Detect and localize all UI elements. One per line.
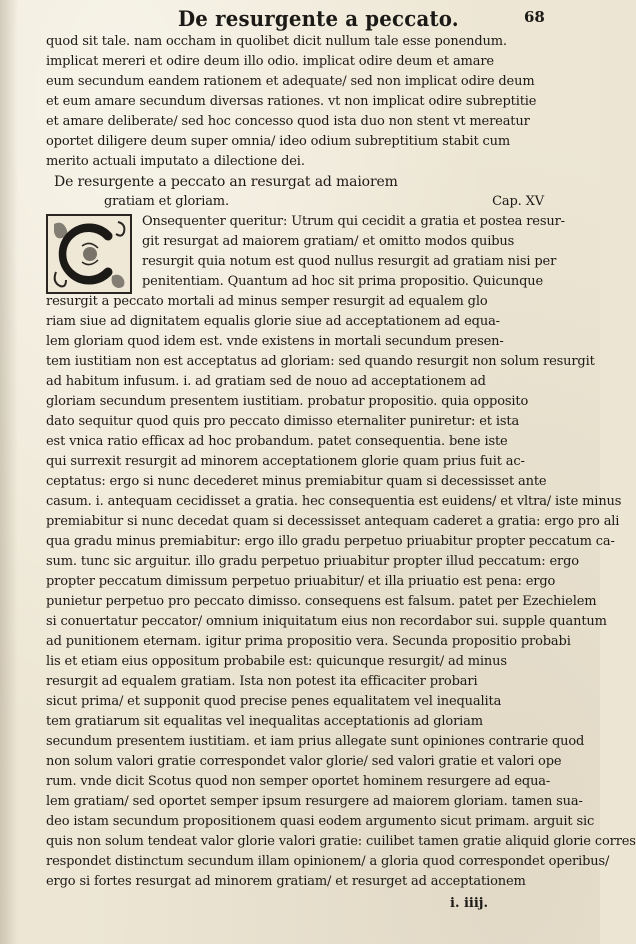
text-line: git resurgat ad maiorem gratiam/ et omitto modos quibus <box>142 234 515 249</box>
question-title-line: gratiam et gloriam. <box>104 194 229 209</box>
question-title-row <box>46 192 556 212</box>
intro-paragraph <box>46 32 556 172</box>
chapter-number: Cap. XV <box>492 194 544 209</box>
text-block <box>46 32 636 892</box>
question-body <box>46 212 636 892</box>
text-line: lem gratiam/ sed oportet semper ipsum resurgere ad maiorem gloriam. tamen sua- <box>46 794 583 809</box>
running-head: De resurgente a peccato. <box>178 6 459 31</box>
text-line: deo istam secundum propositionem quasi eodem argumento sicut primam. arguit sic <box>46 814 595 829</box>
text-line: Onsequenter queritur: Utrum qui cecidit a gratia et postea resur- <box>142 214 565 229</box>
text-line: ad habitum infusum. i. ad gratiam sed de nouo ad acceptationem ad <box>46 374 486 389</box>
text-line: casum. i. antequam cecidisset a gratia. hec consequentia est euidens/ et vltra/ iste minus <box>46 494 622 509</box>
text-line: eum secundum eandem rationem et adequate/ sed non implicat odire deum <box>46 74 535 89</box>
page-header <box>0 0 600 34</box>
text-line: tem gratiarum sit equalitas vel inequalitas acceptationis ad gloriam <box>46 714 483 729</box>
text-line: est vnica ratio efficax ad hoc probandum. patet consequentia. bene iste <box>46 434 508 449</box>
text-line: sum. tunc sic arguitur. illo gradu perpetuo priuabitur propter illud peccatum: ergo <box>46 554 579 569</box>
text-line: et eum amare secundum diversas rationes. vt non implicat odire subreptitie <box>46 94 537 109</box>
text-line: sicut prima/ et supponit quod precise penes equalitatem vel inequalita <box>46 694 502 709</box>
text-line: premiabitur si nunc decedat quam si decessisset antequam caderet a gratia: ergo pro ali <box>46 514 620 529</box>
text-line: implicat mereri et odire deum illo odio. implicat odire deum et amare <box>46 54 494 69</box>
decorated-initial-art <box>48 216 130 292</box>
text-line: et amare deliberate/ sed hoc concesso quod ista duo non stent vt mereatur <box>46 114 530 129</box>
question-heading <box>46 172 556 212</box>
text-line: respondet distinctum secundum illam opinionem/ a gloria quod correspondet operibus/ <box>46 854 610 869</box>
text-line: dato sequitur quod quis pro peccato dimisso eternaliter puniretur: et ista <box>46 414 520 429</box>
text-line: tem iustitiam non est acceptatus ad gloriam: sed quando resurgit non solum resurgit <box>46 354 595 369</box>
text-line: resurgit quia notum est quod nullus resurgit ad gratiam nisi per <box>142 254 557 269</box>
decorated-initial-c <box>46 214 132 294</box>
text-line: ceptatus: ergo si nunc decederet minus premiabitur quam si decessisset ante <box>46 474 547 489</box>
text-line: secundum presentem iustitiam. et iam prius allegate sunt opiniones contrarie quod <box>46 734 585 749</box>
text-line: qua gradu minus premiabitur: ergo illo gradu perpetuo priuabitur propter peccatum ca- <box>46 534 615 549</box>
text-line: si conuertatur peccator/ omnium iniquitatum eius non recordabor sui. supple quantum <box>46 614 607 629</box>
text-line: lis et etiam eius oppositum probabile est: quicunque resurgit/ ad minus <box>46 654 507 669</box>
text-line: penitentiam. Quantum ad hoc sit prima propositio. Quicunque <box>142 274 544 289</box>
text-line: qui surrexit resurgit ad minorem acceptationem glorie quam prius fuit ac- <box>46 454 525 469</box>
text-line: oportet diligere deum super omnia/ ideo odium subreptitium stabit cum <box>46 134 511 149</box>
text-line: resurgit a peccato mortali ad minus semper resurgit ad equalem glo <box>46 294 488 309</box>
text-line: lem gloriam quod idem est. vnde existens in mortali secundum presen- <box>46 334 504 349</box>
text-line: ergo si fortes resurgat ad minorem gratiam/ et resurget ad acceptationem <box>46 874 526 889</box>
text-line: punietur perpetuo pro peccato dimisso. consequens est falsum. patet per Ezechielem <box>46 594 597 609</box>
question-title-line: De resurgente a peccato an resurgat ad maiorem <box>54 174 398 190</box>
text-line: gloriam secundum presentem iustitiam. probatur propositio. quia opposito <box>46 394 529 409</box>
text-line: propter peccatum dimissum perpetuo priuabitur/ et illa priuatio est pena: ergo <box>46 574 556 589</box>
folio-number: 68 <box>524 8 545 26</box>
text-line: rum. vnde dicit Scotus quod non semper oportet hominem resurgere ad equa- <box>46 774 551 789</box>
text-line: merito actuali imputato a dilectione dei. <box>46 154 305 169</box>
text-line: riam siue ad dignitatem equalis glorie siue ad acceptationem ad equa- <box>46 314 500 329</box>
text-line: ad punitionem eternam. igitur prima propositio vera. Secunda propositio probabi <box>46 634 571 649</box>
text-line: quis non solum tendeat valor glorie valori gratie: cuilibet tamen gratie aliquid glorie corres <box>46 834 636 849</box>
text-line: quod sit tale. nam occham in quolibet dicit nullum tale esse ponendum. <box>46 34 507 49</box>
signature-mark: i. iiij. <box>450 896 489 911</box>
text-line: non solum valori gratie correspondet valor glorie/ sed valori gratie et valori ope <box>46 754 562 769</box>
text-line: resurgit ad equalem gratiam. Ista non potest ita efficaciter probari <box>46 674 478 689</box>
